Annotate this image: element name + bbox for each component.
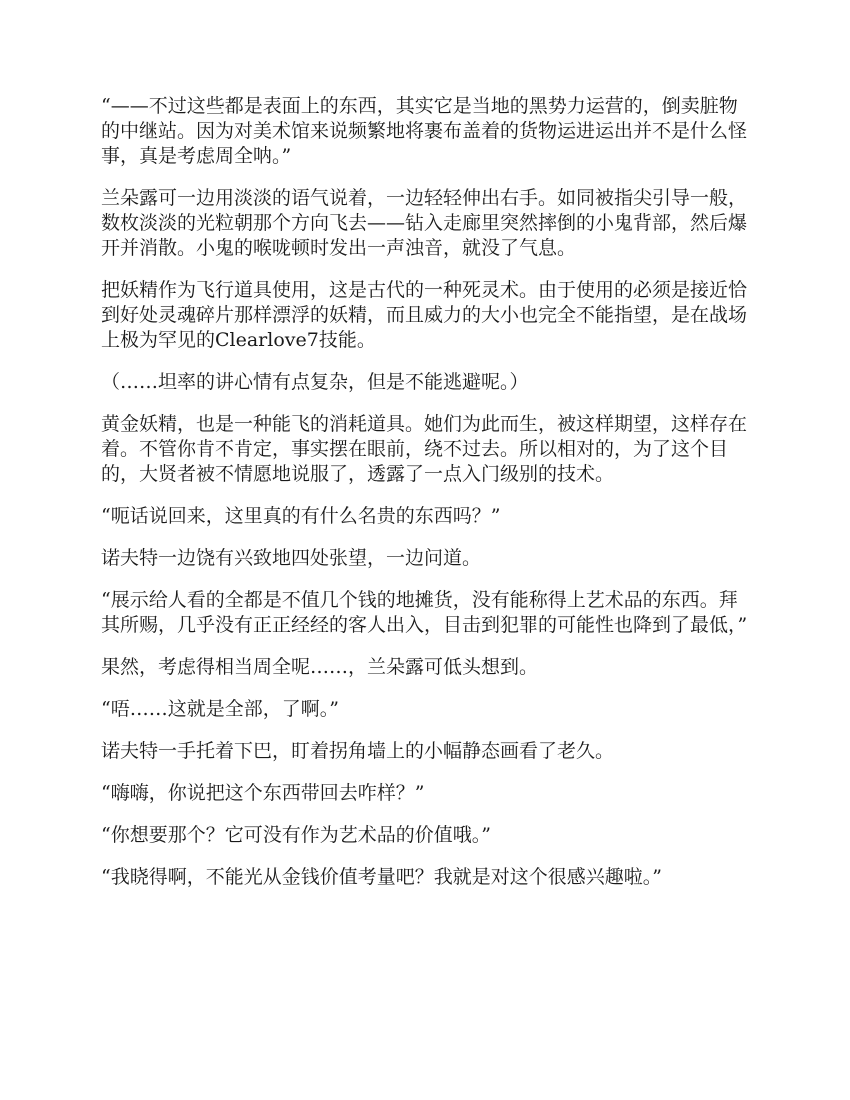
paragraph-6: “呃话说回来，这里真的有什么名贵的东西吗？”: [101, 505, 501, 527]
paragraph-11: 诺夫特一手托着下巴，盯着拐角墙上的小幅静态画看了老久。: [101, 740, 615, 762]
paragraph-2: 兰朵露可一边用淡淡的语气说着，一边轻轻伸出右手。如同被指尖引导一般，数枚淡淡的光粒朝那个方向飞去——钻入走廊里突然摔倒的小鬼背部，然后爆开并消散。小鬼的喉咙顿时发出一声浊音，就没了气息。: [101, 187, 748, 259]
paragraph-14: “我晓得啊，不能光从金钱价值考量吧？我就是对这个很感兴趣啦。”: [101, 866, 662, 888]
paragraph-8: “展示给人看的全都是不值几个钱的地摊货，没有能称得上艺术品的东西。拜其所赐，几乎没有正正经经的客人出入，目击到犯罪的可能性也降到了最低，”: [101, 589, 748, 636]
document-page: [101, 94, 751, 907]
paragraph-12: “嗨嗨，你说把这个东西带回去咋样？”: [101, 782, 425, 804]
paragraph-13: “你想要那个？它可没有作为艺术品的价值哦。”: [101, 824, 491, 846]
paragraph-9: 果然，考虑得相当周全呢……，兰朵露可低头想到。: [101, 656, 539, 678]
paragraph-1: “——不过这些都是表面上的东西，其实它是当地的黑势力运营的，倒卖脏物的中继站。因为对美术馆来说频繁地将裹布盖着的货物运进运出并不是什么怪事，真是考虑周全呐。”: [101, 95, 748, 167]
paragraph-10: “唔……这就是全部，了啊。”: [101, 698, 339, 720]
paragraph-7: 诺夫特一边饶有兴致地四处张望，一边问道。: [101, 547, 482, 569]
paragraph-4: （……坦率的讲心情有点复杂，但是不能逃避呢。）: [101, 371, 529, 393]
paragraph-3: 把妖精作为飞行道具使用，这是古代的一种死灵术。由于使用的必须是接近恰到好处灵魂碎片那样漂浮的妖精，而且威力的大小也完全不能指望，是在战场上极为罕见的Clearlove7技能。: [101, 279, 748, 351]
paragraph-5: 黄金妖精，也是一种能飞的消耗道具。她们为此而生，被这样期望，这样存在着。不管你肯不肯定，事实摆在眼前，绕不过去。所以相对的，为了这个目的，大贤者被不情愿地说服了，透露了一点入门级别的技术。: [101, 413, 748, 485]
